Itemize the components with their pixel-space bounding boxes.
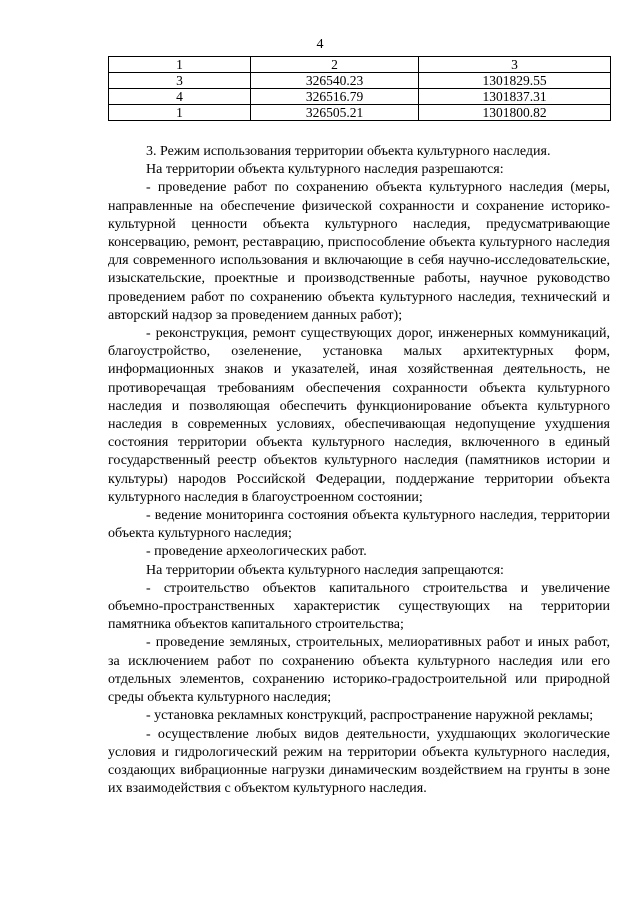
prohibited-item: - осуществление любых видов деятельности, ухудшающих экологические условия и гидрологический режим на территории объекта культурного наследия, создающих вибрационные нагрузки динамическим воздействием на грунты в зоне их взаимодействия с объектом культурного наследия.	[108, 726, 610, 797]
document-body	[108, 143, 610, 798]
point-number-cell: 4	[109, 89, 251, 105]
allowed-item: - проведение археологических работ.	[146, 544, 367, 560]
allowed-item: - проведение работ по сохранению объекта культурного наследия (меры, направленные на обеспечение физической сохранности и сохранение историко-культурной ценности объекта культурного наследия, предусматривающие консервацию, ремонт, реставрацию, приспособление объекта культурного наследия для современного использования и включающие в себя научно-исследовательские, изыскательские, проектные и производственные работы, научное руководство проведением работ по сохранению объекта культурного наследия, технический и авторский надзор за проведением данных работ);	[108, 180, 610, 323]
allowed-intro: На территории объекта культурного наследия разрешаются:	[146, 162, 504, 178]
point-number-cell: 3	[109, 73, 251, 89]
x-coordinate-cell: 326516.79	[251, 89, 419, 105]
x-coordinate-cell: 326540.23	[251, 73, 419, 89]
allowed-item: - реконструкция, ремонт существующих дорог, инженерных коммуникаций, благоустройство, озеленение, установка малых архитектурных форм, информационных знаков и указателей, иная хозяйственная деятельность, не противоречащая требованиям обеспечения сохранности объекта культурного наследия и позволяющая обеспечить функционирование объекта культурного наследия в современных условиях, обеспечивающая недопущение ухудшения состояния территории объекта культурного наследия, включенного в единый государственный реестр объектов культурного наследия (памятников истории и культуры) народов Российской Федерации, поддержание территории объекта культурного наследия в благоустроенном состоянии;	[108, 326, 610, 505]
prohibited-item: - установка рекламных конструкций, распространение наружной рекламы;	[146, 708, 594, 724]
table-header-cell: 1	[109, 57, 251, 73]
y-coordinate-cell: 1301829.55	[419, 73, 611, 89]
prohibited-intro: На территории объекта культурного наследия запрещаются:	[146, 562, 504, 578]
table-header-row	[109, 57, 611, 73]
section-heading: 3. Режим использования территории объекта культурного наследия.	[146, 144, 551, 159]
prohibited-item: - проведение земляных, строительных, мелиоративных работ и иных работ, за исключением работ по сохранению объекта культурного наследия или его отдельных элементов, сохранению историко-градостроительной или природной среды объекта культурного наследия;	[108, 635, 610, 706]
table-row	[109, 89, 611, 105]
point-number-cell: 1	[109, 105, 251, 121]
table-header-cell: 3	[419, 57, 611, 73]
table-header-cell: 2	[251, 57, 419, 73]
y-coordinate-cell: 1301800.82	[419, 105, 611, 121]
x-coordinate-cell: 326505.21	[251, 105, 419, 121]
y-coordinate-cell: 1301837.31	[419, 89, 611, 105]
prohibited-item: - строительство объектов капитального строительства и увеличение объемно-пространственных характеристик существующих на территории памятника объектов капитального строительства;	[108, 580, 610, 633]
coordinates-table	[108, 56, 611, 121]
table-row	[109, 73, 611, 89]
page-number: 4	[316, 37, 324, 52]
table-row	[109, 105, 611, 121]
allowed-item: - ведение мониторинга состояния объекта культурного наследия, территории объекта культурного наследия;	[108, 508, 610, 542]
